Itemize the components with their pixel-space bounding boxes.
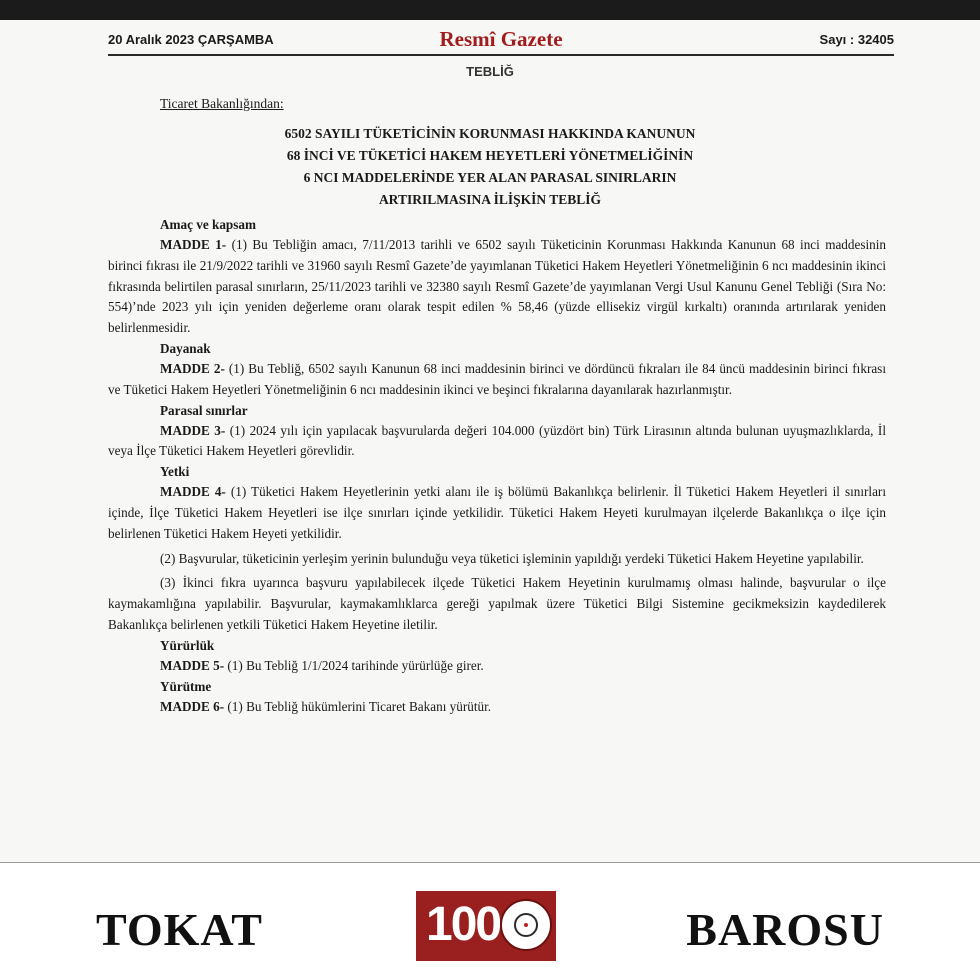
- gazette-page: [0, 20, 980, 862]
- article-label: MADDE 6-: [160, 698, 225, 714]
- article-text: (3) İkinci fıkra uyarınca başvuru yapılabilecek ilçede Tüketici Hakem Heyetinin kurulmamış olması halinde, başvurular o ilçe kaymakamlığına yapılabilir. Başvurular, kaymakamlıklarca gereği yapılmak üzere Tüketici Bilgi Sistemine gecikmeksizin kaydedilerek Bakanlıkça belirlenen yetkili Tüketici Hakem Heyetine iletilir.: [108, 575, 886, 632]
- section-heading: Yürütme: [160, 678, 212, 694]
- article-label: MADDE 4-: [160, 484, 226, 500]
- title-line: ARTIRILMASINA İLİŞKİN TEBLİĞ: [378, 192, 602, 207]
- article-paragraph: [108, 235, 886, 339]
- seal-icon: [500, 899, 552, 951]
- article-text: (2) Başvurular, tüketicinin yerleşim yerinin bulunduğu veya tüketici işleminin yapıldığı yerdeki Tüketici Hakem Heyetine yapılabilir.: [160, 550, 864, 566]
- title-line: 6502 SAYILI TÜKETİCİNİN KORUNMASI HAKKINDA KANUNUN: [284, 126, 696, 141]
- section-heading: Yürürlük: [160, 637, 215, 653]
- gazette-section-label: TEBLİĞ: [466, 64, 514, 79]
- top-border-bar: [0, 0, 980, 20]
- article-paragraph: [108, 656, 886, 677]
- article-label: MADDE 2-: [160, 360, 225, 376]
- footer-right-text: BAROSU: [686, 904, 884, 955]
- article-paragraph: [108, 359, 886, 401]
- article-paragraph: [108, 549, 886, 570]
- article-paragraph: [108, 697, 886, 718]
- gazette-header: [108, 26, 894, 56]
- issuing-ministry: Ticaret Bakanlığından:: [160, 96, 284, 111]
- section-heading: Amaç ve kapsam: [160, 217, 256, 232]
- footer-left-text: TOKAT: [96, 904, 263, 955]
- article-paragraph: [108, 421, 886, 463]
- section-heading: Yetki: [160, 464, 190, 480]
- bar-association-logo: [416, 891, 556, 961]
- document-title: [120, 123, 860, 211]
- gazette-issue-number: Sayı : 32405: [819, 32, 894, 47]
- title-line: 68 İNCİ VE TÜKETİCİ HAKEM HEYETLERİ YÖNETMELİĞİNİN: [286, 148, 694, 163]
- article-text: (1) Tüketici Hakem Heyetlerinin yetki alanı ile iş bölümü Bakanlıkça belirlenir. İl Tüketici Hakem Heyetleri il sınırları içinde, İlçe Tüketici Hakem Heyetleri ise ilçe sınırları içinde yetkilidir. Tüketici Hakem Heyeti kurulmayan ilçelerde Bakanlıkça o ilçe için belirlenen Tüketici Hakem Heyeti yetkilidir.: [108, 484, 886, 541]
- centennial-number: 100: [426, 898, 501, 951]
- article-text: (1) Bu Tebliğ hükümlerini Ticaret Bakanı yürütür.: [224, 698, 492, 714]
- gazette-name: Resmî Gazete: [439, 27, 563, 51]
- article-label: MADDE 1-: [160, 237, 227, 252]
- footer-banner: [0, 863, 980, 980]
- article-text: (1) 2024 yılı için yapılacak başvurularda değeri 104.000 (yüzdört bin) Türk Lirasının altında bulunan uyuşmazlıklarda, İl veya İlçe Tüketici Hakem Heyetleri görevlidir.: [108, 422, 886, 459]
- article-label: MADDE 5-: [160, 657, 225, 673]
- document-body: [108, 215, 886, 717]
- article-text: (1) Bu Tebliğ, 6502 sayılı Kanunun 68 inci maddesinin birinci ve dördüncü fıkraları ile 84 üncü maddesinin birinci fıkrası ve Tüketici Hakem Heyetleri Yönetmeliğinin 6 ncı maddesinin ikinci ve beşinci fıkralarına dayanılarak hazırlanmıştır.: [108, 360, 886, 397]
- article-paragraph: [108, 482, 886, 544]
- article-label: MADDE 3-: [160, 422, 226, 438]
- article-text: (1) Bu Tebliğ 1/1/2024 tarihinde yürürlüğe girer.: [224, 657, 484, 673]
- title-line: 6 NCI MADDELERİNDE YER ALAN PARASAL SINIRLARIN: [303, 170, 677, 185]
- gazette-date: 20 Aralık 2023 ÇARŞAMBA: [108, 32, 274, 47]
- article-text: (1) Bu Tebliğin amacı, 7/11/2013 tarihli ve 6502 sayılı Tüketicinin Korunması Hakkında Kanunun 68 inci maddesinin birinci fıkrası ile 21/9/2022 tarihli ve 31960 sayılı Resmî Gazete’de yayımlanan Tüketici Hakem Heyetleri Yönetmeliğinin 6 ncı maddesinin ikinci fıkrasında belirtilen parasal sınırların, 25/11/2023 tarihli ve 32380 sayılı Resmî Gazete’de yayımlanan Vergi Usul Kanunu Genel Tebliği (Sıra No: 554)’nde 2023 yılı için yeniden değerleme oranı olarak tespit edilen % 58,46 (yüzde ellisekiz virgül kırkaltı) oranında artırılarak yeniden belirlenmesidir.: [108, 237, 886, 336]
- section-heading: Parasal sınırlar: [160, 402, 248, 418]
- article-paragraph: [108, 573, 886, 635]
- section-heading: Dayanak: [160, 340, 211, 356]
